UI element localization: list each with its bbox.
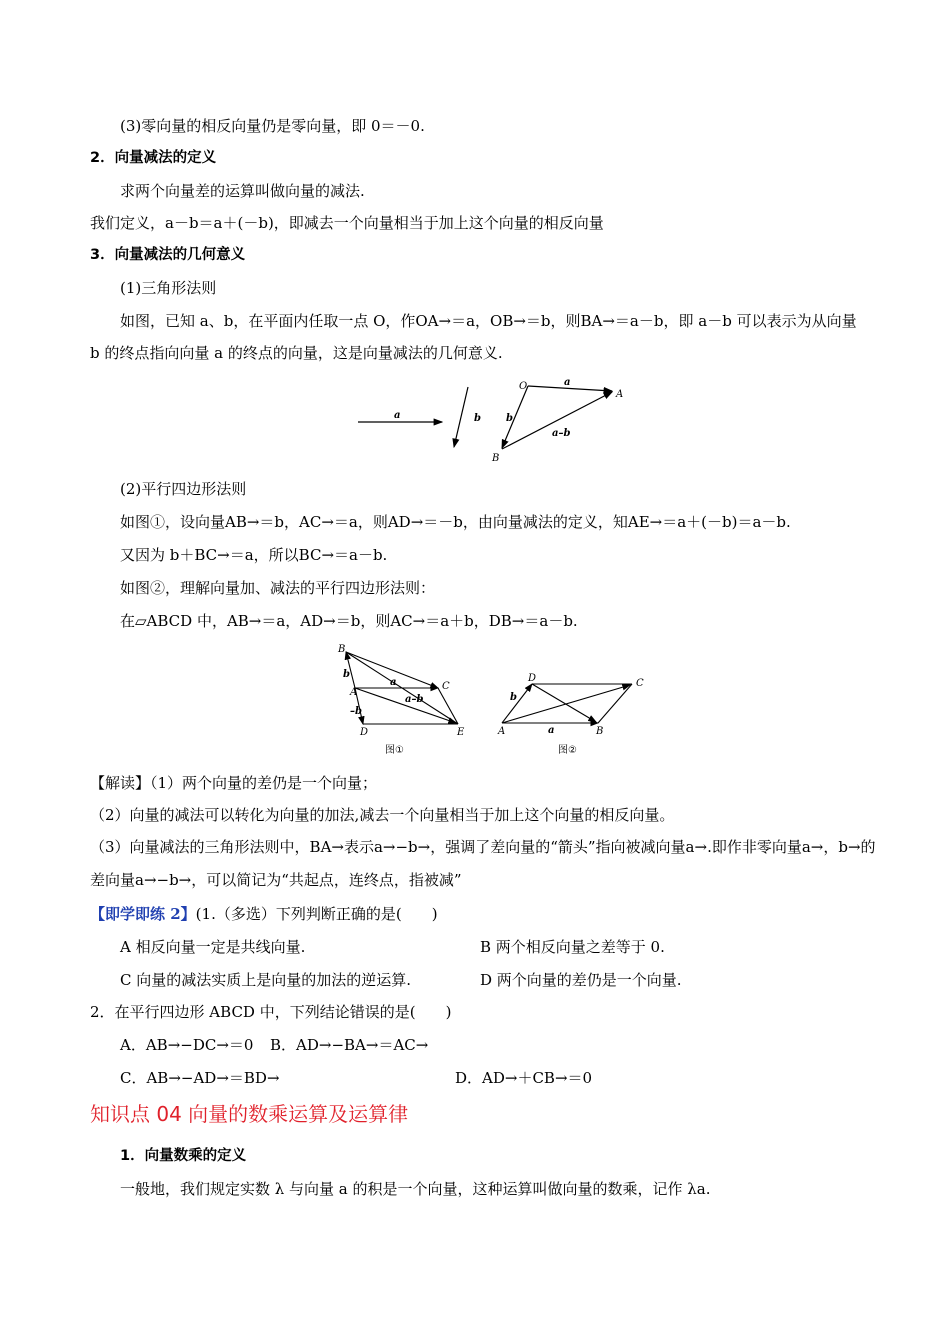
subtraction-formula-text: 我们定义，a－b＝a＋(－b)，即减去一个向量相当于加上这个向量的相反向量: [90, 214, 604, 232]
interpretation-3: （3）向量减法的三角形法则中，BA→表示a→−b→，强调了差向量的“箭头”指向被减向量a→.即作非零向量a→，b→的: [90, 838, 876, 856]
heading-scalar-multiplication: 1．向量数乘的定义: [120, 1148, 247, 1164]
fig3-label-C: C: [636, 678, 644, 689]
fig3-label-A: A: [498, 726, 506, 737]
fig3-DB: [532, 684, 596, 722]
fig3-label-D: D: [528, 673, 537, 684]
fig2-label-amb: a–b: [405, 694, 424, 705]
fig2-label-D: D: [360, 727, 369, 738]
fig2-label-C: C: [442, 681, 450, 692]
figure-2-diagram: [490, 668, 660, 758]
label-A: A: [616, 389, 624, 400]
parallelogram-text-1: 如图①，设向量AB→＝b，AC→＝a，则AD→＝－b，由向量减法的定义，知AE→＝a＋(－b)＝a－b.: [120, 513, 791, 531]
fig2-label-B: B: [338, 644, 346, 655]
practice-question-1-text: (1.（多选）下列判断正确的是( ): [195, 905, 438, 923]
q2-option-A: A．AB→−DC→＝0: [120, 1036, 254, 1054]
fig2-label-a: a: [390, 677, 397, 688]
option-B: B 两个相反向量之差等于 0.: [480, 938, 665, 956]
fig3-label-B: B: [596, 726, 604, 737]
vector-b-line: [454, 387, 468, 447]
triangle-rule-figure: [350, 375, 640, 470]
interpretation-4: 差向量a→−b→，可以简记为“共起点，连终点，指被减”: [90, 871, 462, 889]
practice-question-1: [90, 904, 438, 924]
fig2-label-negb: –b: [350, 706, 362, 717]
section-heading: 知识点 04 向量的数乘运算及运算律: [90, 1102, 409, 1126]
vector-BA-line: [502, 392, 612, 449]
figure-1-diagram: [330, 642, 480, 757]
zero-vector-line: (3)零向量的相反向量仍是零向量，即 0＝－0.: [120, 117, 425, 135]
fig3-label-a: a: [548, 725, 555, 736]
parallelogram-text-3: 如图②，理解向量加、减法的平行四边形法则：: [120, 579, 436, 597]
practice-tag: 【即学即练 2】: [90, 905, 196, 923]
fig3-caption: 图②: [558, 745, 577, 756]
fig2-label-b: b: [343, 669, 350, 680]
label-B: B: [492, 453, 500, 464]
parallelogram-rule-title: (2)平行四边形法则: [120, 480, 247, 498]
heading-subtraction-definition: 2．向量减法的定义: [90, 150, 217, 166]
label-b: b: [474, 413, 481, 424]
interpretation-2: （2）向量的减法可以转化为向量的加法,减去一个向量相当于加上这个向量的相反向量。: [90, 806, 675, 824]
fig2-label-E: E: [457, 727, 465, 738]
parallelogram-text-4: 在▱ABCD 中，AB→＝a，AD→＝b，则AC→＝a＋b，DB→＝a－b.: [120, 612, 578, 630]
subtraction-definition-text: 求两个向量差的运算叫做向量的减法.: [120, 182, 365, 200]
q2-option-C: C．AB→−AD→＝BD→: [120, 1069, 280, 1087]
interpretation-1: 【解读】（1）两个向量的差仍是一个向量；: [90, 774, 378, 792]
label-a-minus-b: a–b: [552, 428, 571, 439]
option-A: A 相反向量一定是共线向量.: [120, 938, 306, 956]
option-C: C 向量的减法实质上是向量的加法的逆运算.: [120, 971, 412, 989]
triangle-rule-text-1: 如图，已知 a、b，在平面内任取一点 O，作OA→＝a，OB→＝b，则BA→＝a－b，即 a－b 可以表示为从向量: [120, 312, 857, 330]
triangle-rule-text-2: b 的终点指向向量 a 的终点的向量，这是向量减法的几何意义.: [90, 344, 503, 362]
label-a: a: [394, 410, 401, 421]
fig2-caption: 图①: [385, 745, 404, 756]
scalar-multiplication-text: 一般地，我们规定实数 λ 与向量 a 的积是一个向量，这种运算叫做向量的数乘，记作 λa.: [120, 1180, 711, 1198]
practice-question-2: 2．在平行四边形 ABCD 中，下列结论错误的是( ): [90, 1003, 452, 1021]
label-b-side: b: [506, 413, 513, 424]
fig2-label-A: A: [350, 687, 358, 698]
fig3-AD: [502, 684, 532, 723]
fig3-label-b: b: [510, 692, 517, 703]
heading-geometric-meaning: 3．向量减法的几何意义: [90, 247, 246, 263]
triangle-rule-title: (1)三角形法则: [120, 279, 217, 297]
q2-option-B: B．AD→−BA→＝AC→: [270, 1036, 429, 1054]
q2-option-D: D．AD→＋CB→＝0: [455, 1069, 593, 1087]
fig2-CE: [438, 688, 458, 724]
parallelogram-text-2: 又因为 b＋BC→＝a，所以BC→＝a－b.: [120, 546, 388, 564]
label-O: O: [519, 381, 528, 392]
label-a-top: a: [564, 377, 571, 388]
option-D: D 两个向量的差仍是一个向量.: [480, 971, 682, 989]
